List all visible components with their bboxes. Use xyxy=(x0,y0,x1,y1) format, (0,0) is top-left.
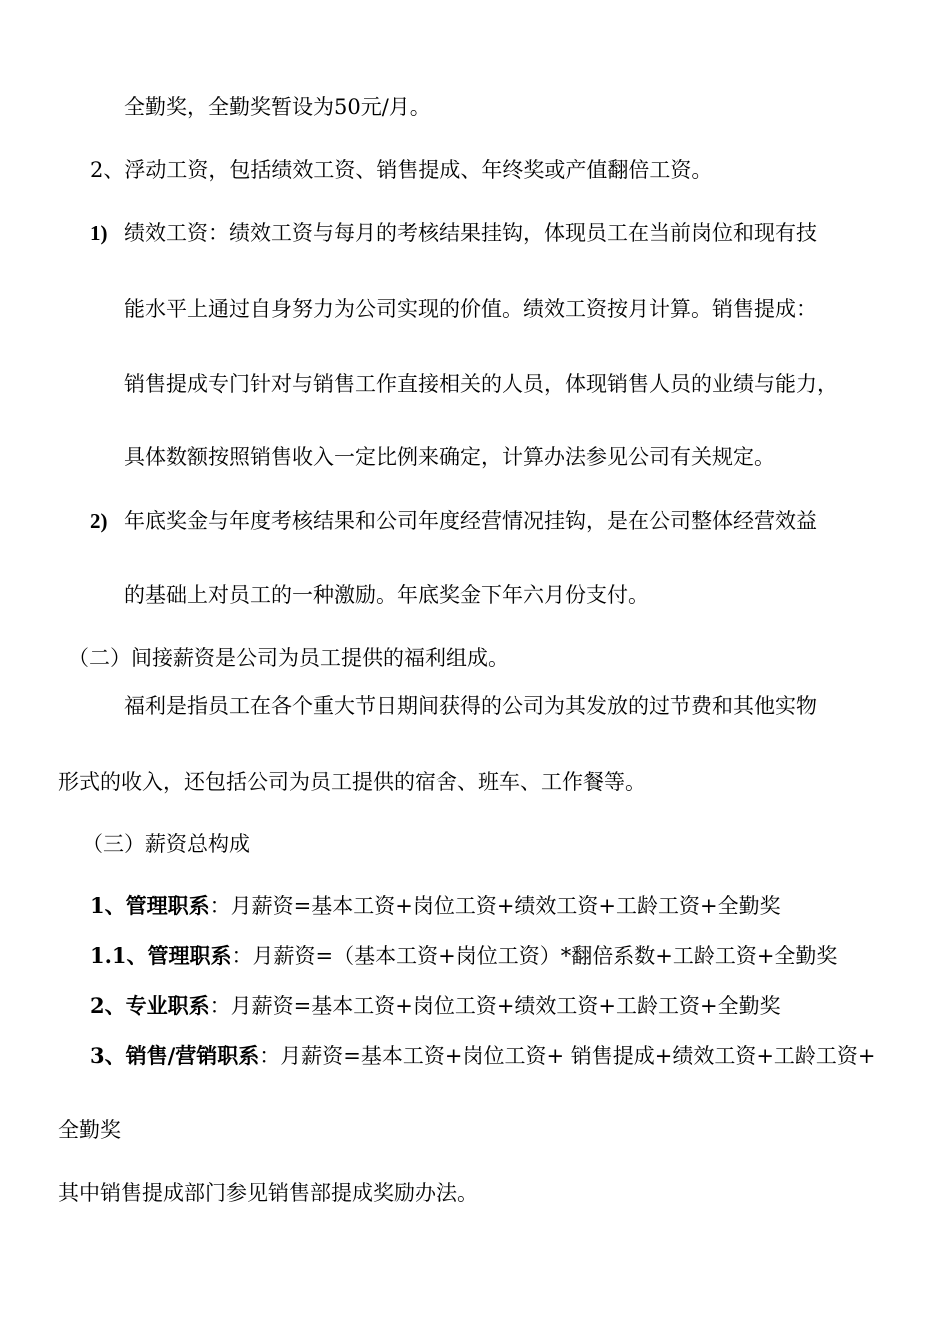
paragraph-year-end-bonus-cont: 的基础上对员工的一种激励。年底奖金下年六月份支付。 xyxy=(124,583,649,607)
section-heading-total-pay: （三）薪资总构成 xyxy=(82,832,250,856)
formula-label: 2、专业职系 xyxy=(90,993,210,1018)
formula-text: ：月薪资=基本工资+岗位工资+绩效工资+工龄工资+全勤奖 xyxy=(209,894,781,918)
formula-label: 3、销售/营销职系 xyxy=(90,1043,260,1068)
formula-sales-cont: 全勤奖 xyxy=(58,1118,121,1142)
paragraph-attendance-bonus: 全勤奖，全勤奖暂设为50元/月。 xyxy=(124,95,431,119)
paragraph-floating-wage: 2、浮动工资，包括绩效工资、销售提成、年终奖或产值翻倍工资。 xyxy=(90,158,713,182)
paragraph-sales-commission-note: 其中销售提成部门参见销售部提成奖励办法。 xyxy=(58,1181,478,1205)
formula-management xyxy=(90,891,781,921)
paragraph-year-end-bonus: 年底奖金与年度考核结果和公司年度经营情况挂钩，是在公司整体经营效益 xyxy=(124,509,817,533)
formula-management-multiplier xyxy=(90,941,837,971)
paragraph-performance-wage-cont-2: 销售提成专门针对与销售工作直接相关的人员，体现销售人员的业绩与能力， xyxy=(124,372,838,396)
paragraph-performance-wage-cont-1: 能水平上通过自身努力为公司实现的价值。绩效工资按月计算。销售提成： xyxy=(124,297,817,321)
list-number-2: 2) xyxy=(90,509,108,533)
formula-label: 1.1、管理职系 xyxy=(90,943,232,968)
formula-text: ：月薪资=基本工资+岗位工资+绩效工资+工龄工资+全勤奖 xyxy=(209,994,781,1018)
paragraph-welfare-cont: 形式的收入，还包括公司为员工提供的宿舍、班车、工作餐等。 xyxy=(58,770,646,794)
paragraph-performance-wage-cont-3: 具体数额按照销售收入一定比例来确定，计算办法参见公司有关规定。 xyxy=(124,445,775,469)
formula-label: 1、管理职系 xyxy=(90,893,210,918)
formula-text: ：月薪资=（基本工资+岗位工资）*翻倍系数+工龄工资+全勤奖 xyxy=(231,944,838,968)
list-number-1: 1) xyxy=(90,221,108,245)
formula-sales xyxy=(90,1041,876,1071)
section-heading-indirect-pay: （二）间接薪资是公司为员工提供的福利组成。 xyxy=(68,646,509,670)
paragraph-welfare: 福利是指员工在各个重大节日期间获得的公司为其发放的过节费和其他实物 xyxy=(124,694,817,718)
formula-text: ：月薪资=基本工资+岗位工资+ 销售提成+绩效工资+工龄工资+ xyxy=(259,1044,876,1068)
formula-professional xyxy=(90,991,781,1021)
paragraph-performance-wage: 绩效工资：绩效工资与每月的考核结果挂钩，体现员工在当前岗位和现有技 xyxy=(124,221,817,245)
